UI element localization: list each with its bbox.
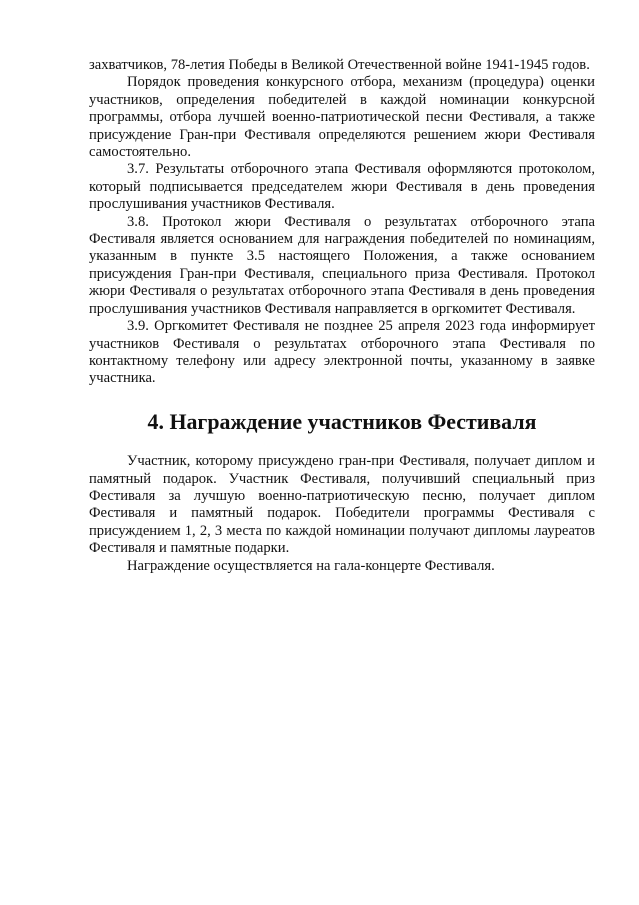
document-page (89, 57, 595, 575)
paragraph-awards-ceremony: Награждение осуществляется на гала-концерте Фестиваля. (127, 557, 495, 574)
paragraph-3-7: 3.7. Результаты отборочного этапа Фестиваля оформляются протоколом, который подписывается председателем жюри Фестиваля в день проведения прослушивания участников Фестиваля. (89, 161, 595, 213)
paragraph-3-9: 3.9. Оргкомитет Фестиваля не позднее 25 апреля 2023 года информирует участников Фестиваля о результатах отборочного этапа Фестиваля по контактному телефону или адресу электронной почты, указанному в заявке участника. (89, 318, 595, 387)
paragraph-continuation: захватчиков, 78-летия Победы в Великой Отечественной войне 1941-1945 годов. (89, 57, 590, 73)
section-heading-awards: 4. Награждение участников Фестиваля (147, 408, 537, 434)
paragraph-3-8: 3.8. Протокол жюри Фестиваля о результатах отборочного этапа Фестиваля является основанием для награждения победителей по номинациям, указанным в пункте 3.5 настоящего Положения, а также основанием присуждения Гран-при Фестиваля, специального приза Фестиваля. Протокол жюри Фестиваля о результатах отборочного этапа Фестиваля в день проведения прослушивания участников Фестиваля направляется в оргкомитет Фестиваля. (89, 213, 595, 317)
paragraph-awards-description: Участник, которому присуждено гран-при Фестиваля, получает диплом и памятный подарок. Участник Фестиваля, получивший специальный приз Фестиваля за лучшую военно-патриотическую песню, получает диплом Фестиваля и памятный подарок. Победители программы Фестиваля с присуждением 1, 2, 3 места по каждой номинации получают дипломы лауреатов Фестиваля и памятные подарки. (89, 453, 595, 557)
paragraph-contest-procedure: Порядок проведения конкурсного отбора, механизм (процедура) оценки участников, определения победителей в каждой номинации конкурсной программы, отбора лучшей военно-патриотической песни Фестиваля, а также присуждение Гран-при Фестиваля определяются решением жюри Фестиваля самостоятельно. (89, 74, 595, 161)
